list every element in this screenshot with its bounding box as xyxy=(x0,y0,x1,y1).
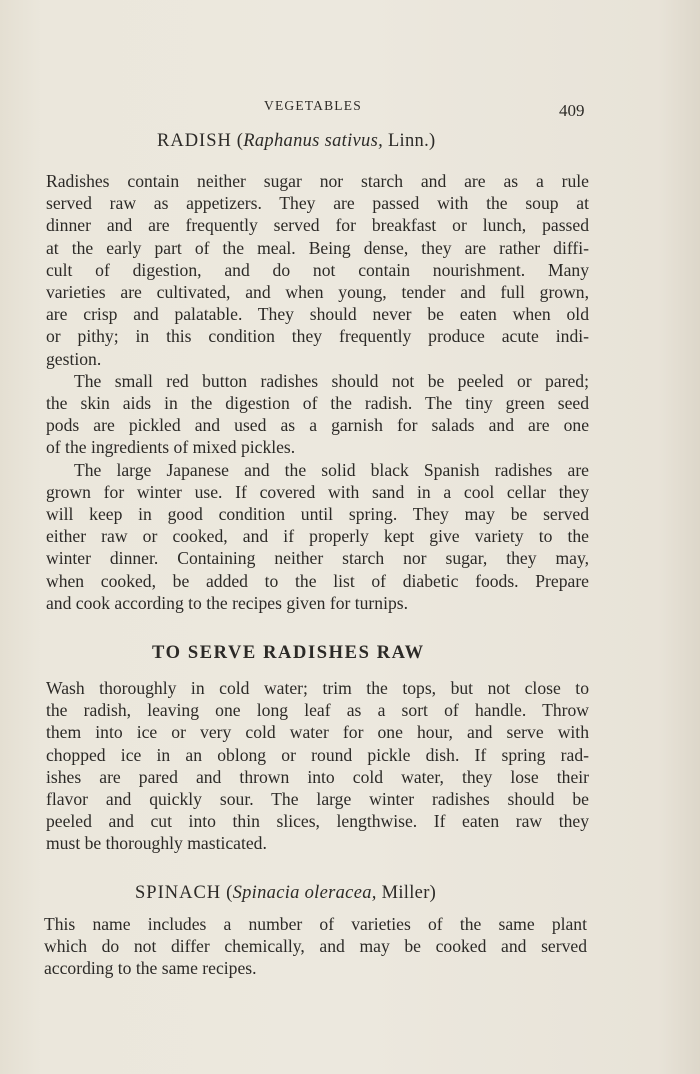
serve-raw-line: must be thoroughly masticated. xyxy=(46,833,267,854)
spinach-heading xyxy=(135,883,436,904)
radish-line: of the ingredients of mixed pickles. xyxy=(46,437,296,458)
spinach-open-paren: ( xyxy=(221,883,233,903)
radish-line: winter dinner. Containing neither starch nor sugar, they may, xyxy=(46,548,589,569)
serve-raw-line: ishes are pared and thrown into cold water, they lose their xyxy=(46,766,589,787)
radish-line: are crisp and palatable. They should never be eaten when old xyxy=(46,304,589,325)
radish-line: gestion. xyxy=(46,348,102,369)
serve-raw-line: flavor and quickly sour. The large winter radishes should be xyxy=(46,789,589,810)
radish-latin-name: Raphanus sativus, xyxy=(243,131,384,151)
serve-raw-line: peeled and cut into thin slices, lengthwise. If eaten raw they xyxy=(46,811,589,832)
radish-heading xyxy=(157,131,435,152)
serve-raw-heading: TO SERVE RADISHES RAW xyxy=(152,643,425,663)
radish-line: The large Japanese and the solid black Spanish radishes are xyxy=(74,459,589,480)
radish-line: at the early part of the meal. Being dense, they are rather diffi- xyxy=(46,237,589,258)
radish-line: grown for winter use. If covered with sand in a cool cellar they xyxy=(46,481,589,502)
page-number: 409 xyxy=(559,101,585,120)
radish-authority: Linn.) xyxy=(383,131,436,151)
radish-line: and cook according to the recipes given for turnips. xyxy=(46,592,409,613)
radish-line: when cooked, be added to the list of diabetic foods. Prepare xyxy=(46,570,589,591)
serve-raw-line: chopped ice in an oblong or round pickle dish. If spring rad- xyxy=(46,744,589,765)
radish-line: the skin aids in the digestion of the radish. The tiny green seed xyxy=(46,393,589,414)
serve-raw-body xyxy=(46,677,589,855)
radish-line: varieties are cultivated, and when young, tender and full grown, xyxy=(46,282,589,303)
radish-open-paren: ( xyxy=(231,131,244,151)
radish-line: will keep in good condition until spring. They may be served xyxy=(46,504,589,525)
spinach-body xyxy=(44,913,587,980)
running-head: VEGETABLES xyxy=(264,98,362,113)
radish-line: either raw or cooked, and if properly kept give variety to the xyxy=(46,526,589,547)
spinach-authority: Miller) xyxy=(376,883,437,903)
spinach-title: SPINACH xyxy=(135,883,222,903)
radish-line: cult of digestion, and do not contain nourishment. Many xyxy=(46,259,589,280)
radish-line: served raw as appetizers. They are passed with the soup at xyxy=(46,193,589,214)
spinach-line: This name includes a number of varieties of the same plant xyxy=(44,914,587,934)
radish-line: The small red button radishes should not be peeled or pared; xyxy=(74,370,589,391)
serve-raw-line: them into ice or very cold water for one hour, and serve with xyxy=(46,722,589,743)
spinach-line: according to the same recipes. xyxy=(44,958,257,979)
radish-body xyxy=(46,170,589,614)
serve-raw-line: Wash thoroughly in cold water; trim the tops, but not close to xyxy=(46,678,589,698)
spinach-latin-name: Spinacia oleracea, xyxy=(232,883,377,903)
radish-line: or pithy; in this condition they frequently produce acute indi- xyxy=(46,326,589,347)
radish-line: pods are pickled and used as a garnish for salads and are one xyxy=(46,415,589,436)
spinach-line: which do not differ chemically, and may be cooked and served xyxy=(44,936,587,957)
radish-title: RADISH xyxy=(157,131,232,151)
radish-line: dinner and are frequently served for breakfast or lunch, passed xyxy=(46,215,589,236)
radish-line: Radishes contain neither sugar nor starch and are as a rule xyxy=(46,171,589,191)
serve-raw-line: the radish, leaving one long leaf as a sort of handle. Throw xyxy=(46,700,589,721)
